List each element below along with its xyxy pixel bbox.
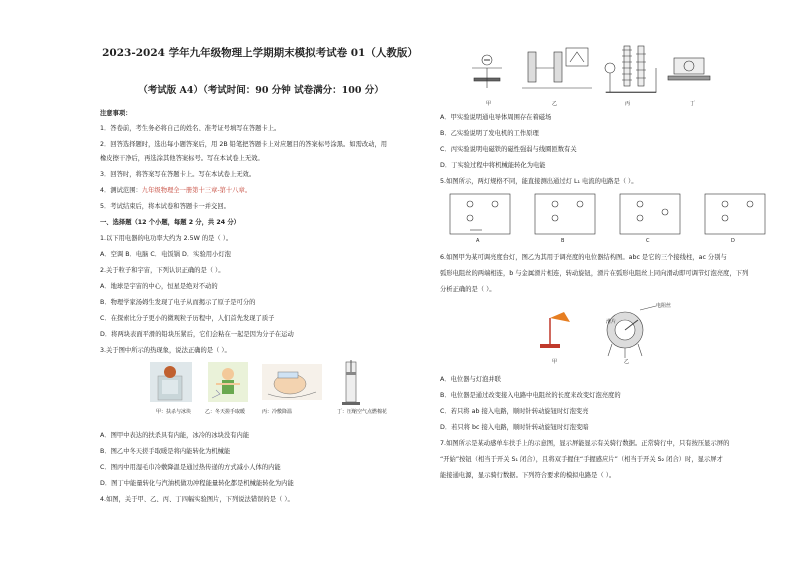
q6-option-d: D．若只将 bc 接入电路，顺时针转动旋钮时灯泡变暗: [440, 424, 589, 431]
q5-label-c: C: [646, 238, 650, 244]
q4-option-a: A．甲实验说明通电导体周围存在着磁场: [440, 114, 552, 121]
circuit-a: [450, 194, 510, 234]
cold-towel-figure: [262, 364, 322, 400]
q6-line-2: 弧形电阻丝的两端相连，b 与金属滑片相连，转动旋钮，滑片在弧形电阻丝上同向滑动即可调节灯泡亮度，下列: [440, 270, 749, 277]
note-item-2-cont: 橡皮擦干净后，再选涂其他答案标号。写在本试卷上无效。: [100, 155, 264, 162]
section-1-heading: 一、选择题（12 个小题，每题 2 分，共 24 分）: [100, 219, 240, 226]
q6-line-3: 分析正确的是（ ）。: [440, 286, 496, 293]
q2-option-b: B．物理学家汤姆生发现了电子从而揭示了原子是可分的: [100, 299, 256, 306]
q2-option-c: C．在探索比分子更小的微观粒子历程中，人们首先发现了质子: [100, 315, 275, 322]
q4-option-c: C．丙实验说明电磁铁的磁性强弱与线圈匝数有关: [440, 146, 577, 153]
note-item-1: 1．答卷前，考生务必将自己的姓名、准考证号填写在答题卡上。: [100, 125, 281, 132]
q3-caption-c: 丙：冷敷降温: [262, 409, 293, 415]
notes-heading: 注意事项：: [100, 110, 132, 117]
q3-option-b: B．图乙中冬天搓手取暖是将内能转化为机械能: [100, 448, 231, 455]
q3-caption-b: 乙：冬天搓手取暖: [205, 409, 246, 415]
ice-drink-figure: [150, 362, 192, 402]
q7-line-3: 能接通电源，显示骑行数据。下列符合要求的模拟电路是（ ）。: [440, 472, 616, 479]
q5-label-b: B: [561, 238, 565, 244]
q3-option-a: A．图甲中表达的扶杀具有内能，冰冷的冰块没有内能: [100, 432, 250, 439]
q5-label-d: D: [731, 238, 735, 244]
note-item-4-label: 4．测试范围：: [100, 187, 142, 194]
circuit-b: [535, 194, 595, 234]
q6-figures: [530, 300, 670, 360]
q1-options: A．空调 B．电脑 C．电饭锅 D．实验用小灯泡: [100, 251, 231, 258]
exam-title: 2023-2024 学年九年级物理上学期期末模拟考试卷 01（人教版）: [102, 47, 418, 59]
q6-fig-label-resistance-wire: 电阻丝: [656, 303, 672, 309]
q6-label-yi: 乙: [624, 359, 630, 365]
q5-label-a: A: [476, 238, 480, 244]
test-scope: 九年级物理全一册第十三章-第十八章。: [141, 187, 252, 194]
compression-cylinder-figure: [342, 360, 360, 405]
q1-stem: 1.以下用电器的电功率大约为 2.5W 的是（ ）。: [100, 235, 233, 242]
potentiometer-figure: [607, 306, 656, 358]
q4-figures: [462, 38, 722, 106]
q2-option-d: D．将两块表面平滑的铅块压紧后，它们会粘在一起是因为分子在运动: [100, 331, 294, 338]
q3-option-c: C．图丙中用湿毛巾冷敷降温是通过热传递的方式减小人体的内能: [100, 464, 281, 471]
rubbing-hands-figure: [208, 362, 248, 402]
fig-label-yi: 乙: [552, 101, 558, 107]
q6-label-jia: 甲: [552, 359, 558, 365]
q3-figures: [150, 360, 370, 415]
circuit-d: [705, 194, 765, 234]
q4-stem: 4.如图，关于甲、乙、丙、丁四幅实验图片，下列说法错误的是（ ）。: [100, 496, 294, 503]
q3-caption-a: 甲：扶杀与冰块: [156, 409, 192, 415]
note-item-4: [100, 187, 251, 195]
desk-lamp-figure: [540, 312, 570, 348]
q3-option-d: D．图丁中能量转化与汽油机做功冲程能量转化都是机械能转化为内能: [100, 480, 294, 487]
circuit-c: [620, 194, 680, 234]
note-item-5: 5．考试结束后，将本试卷和答题卡一并交回。: [100, 203, 230, 210]
exam-subtitle: （考试版 A4）（考试时间：90 分钟 试卷满分：100 分）: [138, 85, 384, 96]
q6-option-a: A．电位器与灯泡并联: [440, 376, 501, 383]
q6-option-c: C．若只将 ab 接入电路，顺时针转动旋钮时灯泡变亮: [440, 408, 589, 415]
q6-fig-label-slider: 滑片: [606, 319, 617, 325]
q4-option-d: D．丁实验过程中将机械能转化为电能: [440, 162, 546, 169]
q7-line-1: 7.如图所示是某动感单车扶手上的示意图，显示屏能显示有关骑行数据。正常骑行中，只有按压显示屏的: [440, 440, 730, 447]
fig-label-ding: 丁: [690, 101, 696, 107]
q2-stem: 2.关于粒子和宇宙，下列认识正确的是（ ）。: [100, 267, 225, 274]
q2-option-a: A．地球是宇宙的中心，恒星是绝对不动的: [100, 283, 218, 290]
fig-label-jia: 甲: [486, 101, 492, 107]
q3-caption-d: 丁：压缩空气点燃棉花: [337, 409, 388, 415]
q7-line-2: “开始”按钮（相当于开关 S₁ 闭合），且将双手握住“手握感应片”（相当于开关 S₂ 闭合）时，显示屏才: [440, 456, 723, 463]
note-item-2: 2．回答选择题时，选出每小题答案后，用 2B 铅笔把答题卡上对应题目的答案标号涂黑。如需改动，用: [100, 141, 388, 148]
q3-stem: 3.关于图中所示的热现象，说法正确的是（ ）。: [100, 347, 231, 354]
q5-stem: 5.如图所示，两灯规格不同，能直接测出通过灯 L₁ 电流的电路是（ ）。: [440, 178, 638, 185]
q6-line-1: 6.如图甲为某可调亮度台灯，图乙为其用于调亮度的电位器结构图。abc 是它的三个接线柱，ac 分别与: [440, 254, 727, 261]
fig-label-bing: 丙: [625, 101, 631, 107]
note-item-3: 3．回答时，将答案写在答题卡上。写在本试卷上无效。: [100, 171, 256, 178]
q5-circuits: [440, 190, 770, 240]
q6-option-b: B．电位器是通过改变接入电路中电阻丝的长度来改变灯泡亮度的: [440, 392, 621, 399]
q4-option-b: B．乙实验说明了发电机的工作原理: [440, 130, 539, 137]
